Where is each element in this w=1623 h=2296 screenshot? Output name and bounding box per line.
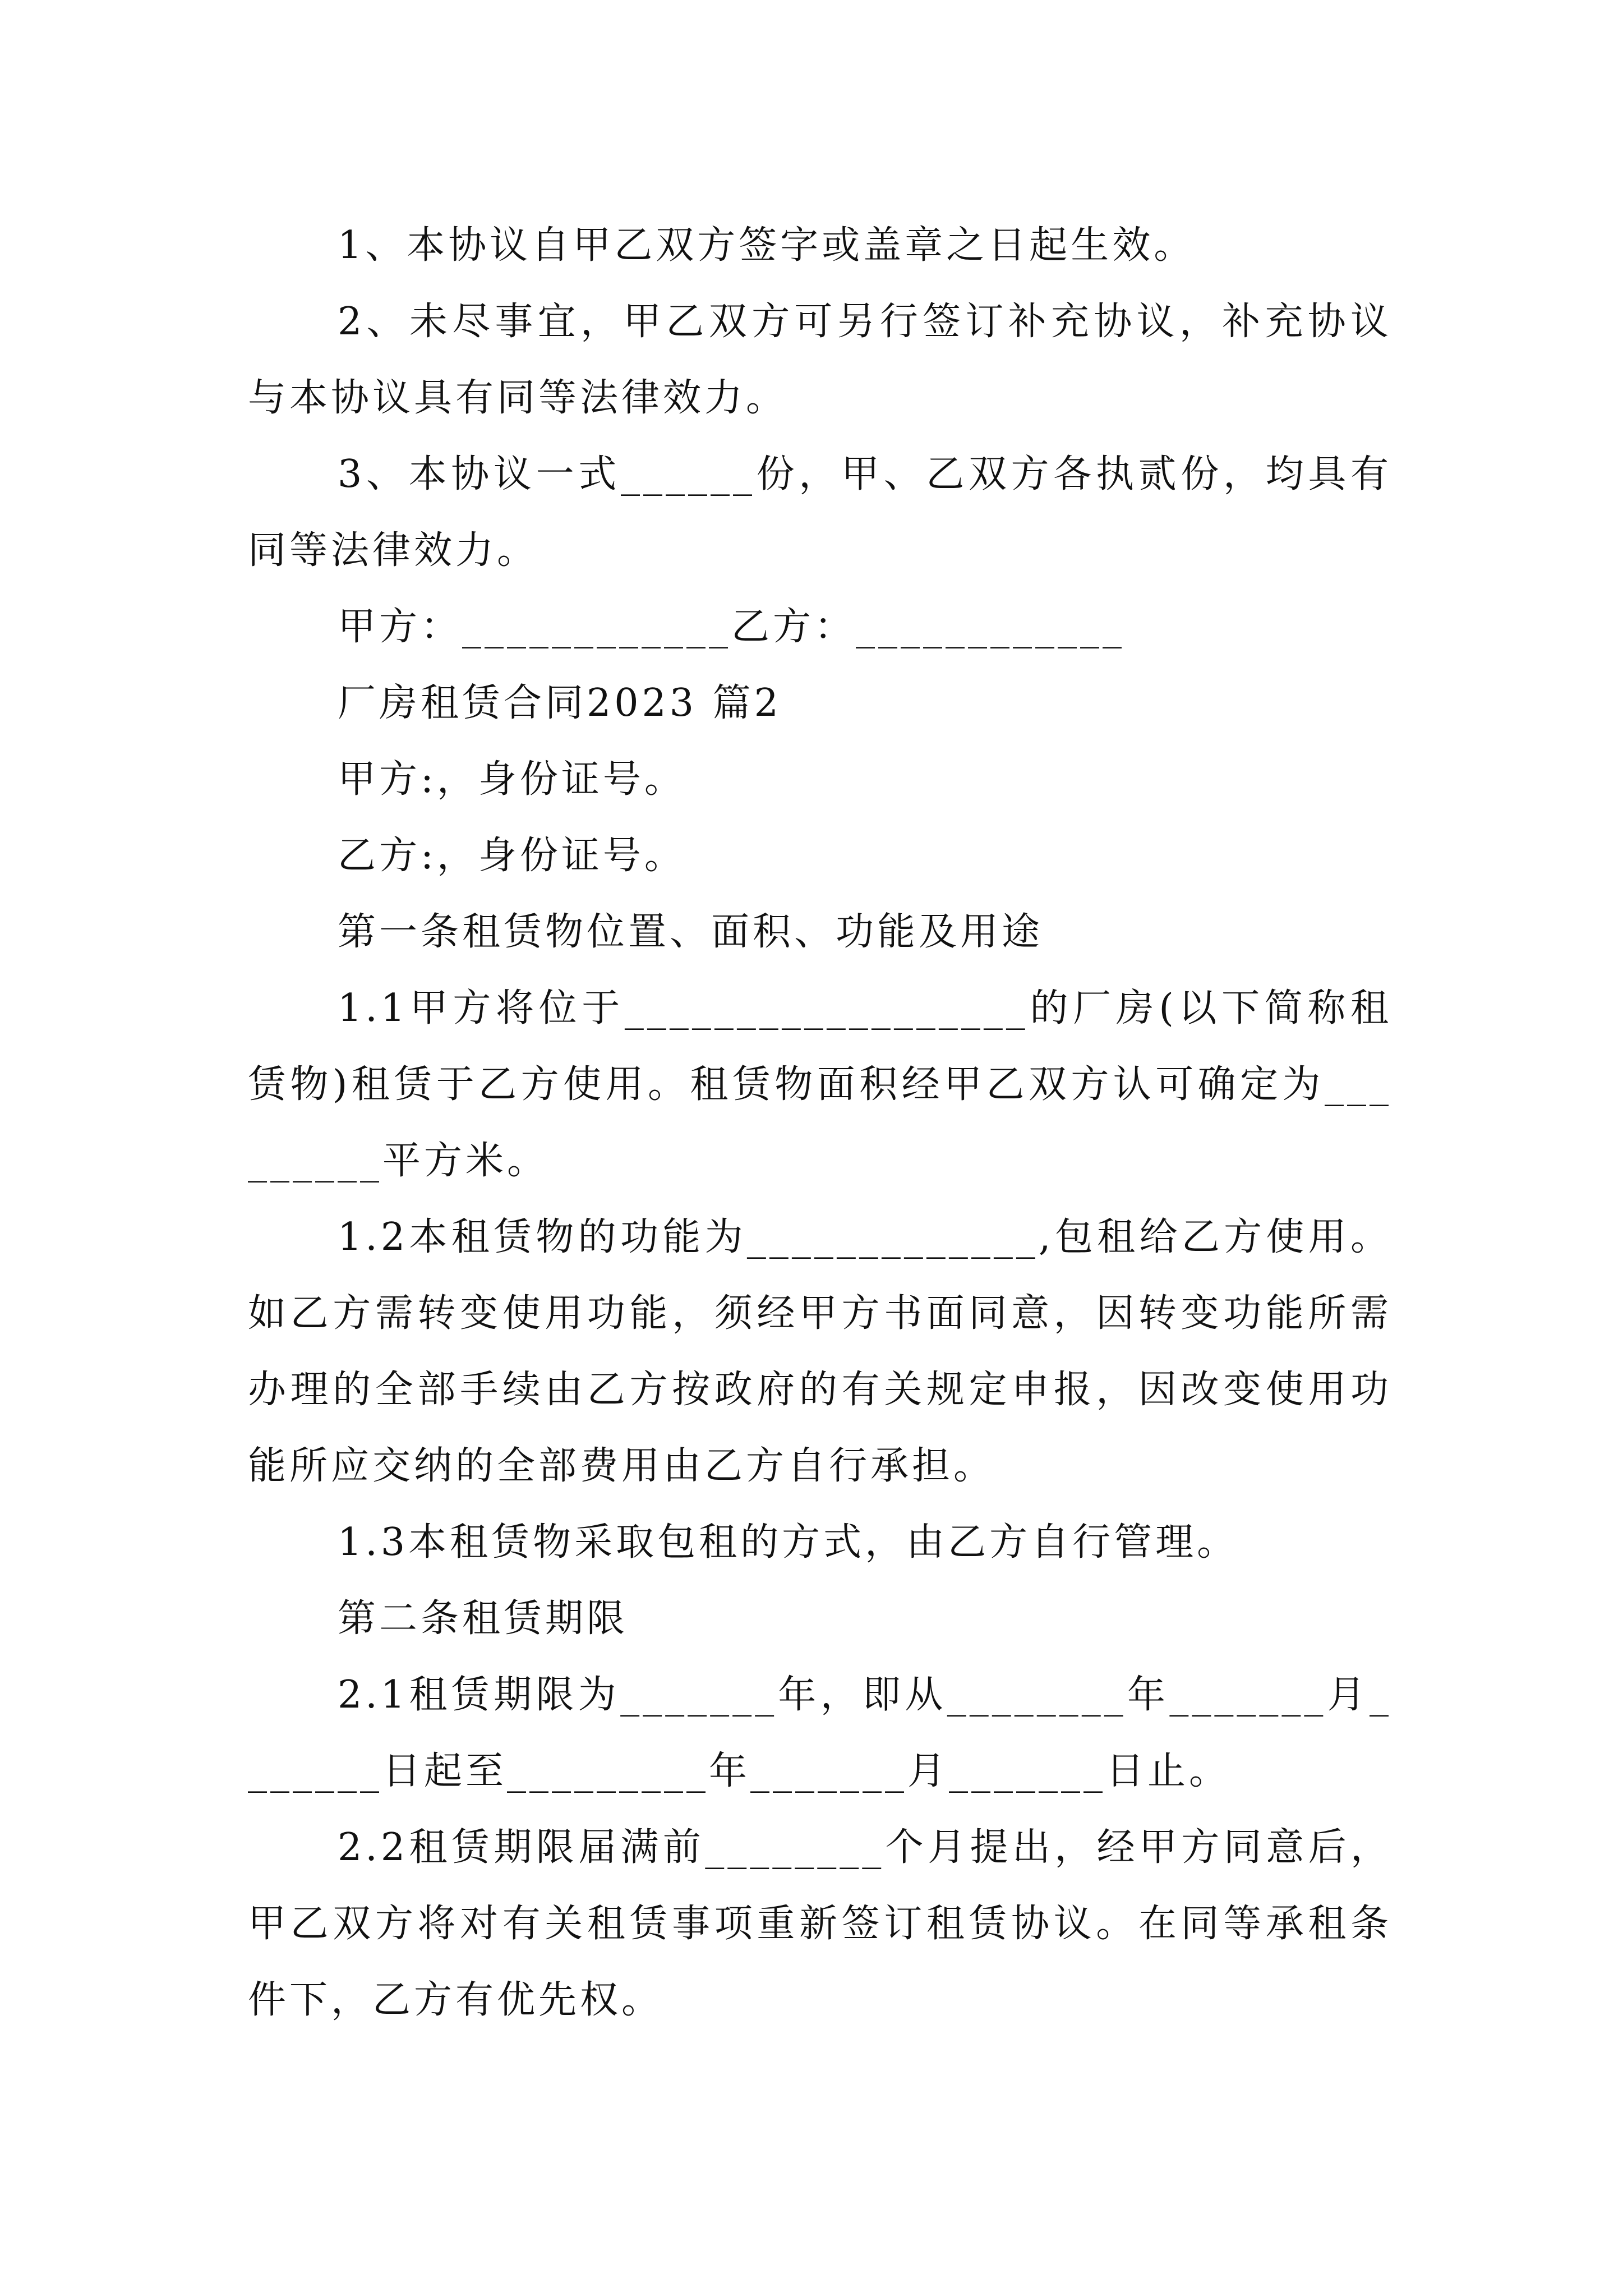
clause-1-1-location: 1.1甲方将位于__________________的厂房(以下简称租赁物)租赁于乙方使用。租赁物面积经甲乙双方认可确定为_________平方米。 xyxy=(248,986,1392,1183)
document-body xyxy=(248,208,1392,2039)
clause-1-2-function: 1.2本租赁物的功能为_____________,包租给乙方使用。如乙方需转变使用功能，须经甲方书面同意，因转变功能所需办理的全部手续由乙方按政府的有关规定申报，因改变使用功能所应交纳的全部费用由乙方自行承担。 xyxy=(248,1215,1392,1488)
article-1-heading: 第一条租赁物位置、面积、功能及用途 xyxy=(338,910,1044,954)
clause-2-supplement: 2、未尽事宜，甲乙双方可另行签订补充协议，补充协议与本协议具有同等法律效力。 xyxy=(248,300,1392,420)
clause-2-2-renewal: 2.2租赁期限届满前________个月提出，经甲方同意后，甲乙双方将对有关租赁事项重新签订租赁协议。在同等承租条件下，乙方有优先权。 xyxy=(248,1825,1392,2022)
clause-3-copies: 3、本协议一式______份，甲、乙双方各执贰份，均具有同等法律效力。 xyxy=(248,452,1392,573)
section-title: 厂房租赁合同2023 篇2 xyxy=(338,681,782,725)
party-a-id: 甲方:，身份证号。 xyxy=(338,757,686,802)
signature-line: 甲方：____________乙方：____________ xyxy=(338,605,1126,649)
clause-1-3-management: 1.3本租赁物采取包租的方式，由乙方自行管理。 xyxy=(338,1520,1239,1565)
party-b-id: 乙方:，身份证号。 xyxy=(338,834,686,878)
article-2-heading: 第二条租赁期限 xyxy=(338,1596,629,1641)
clause-2-1-term: 2.1租赁期限为_______年，即从________年_______月_______日起至_________年_______月_______日止。 xyxy=(248,1673,1392,1793)
clause-1-effective: 1、本协议自甲乙双方签字或盖章之日起生效。 xyxy=(338,223,1196,268)
